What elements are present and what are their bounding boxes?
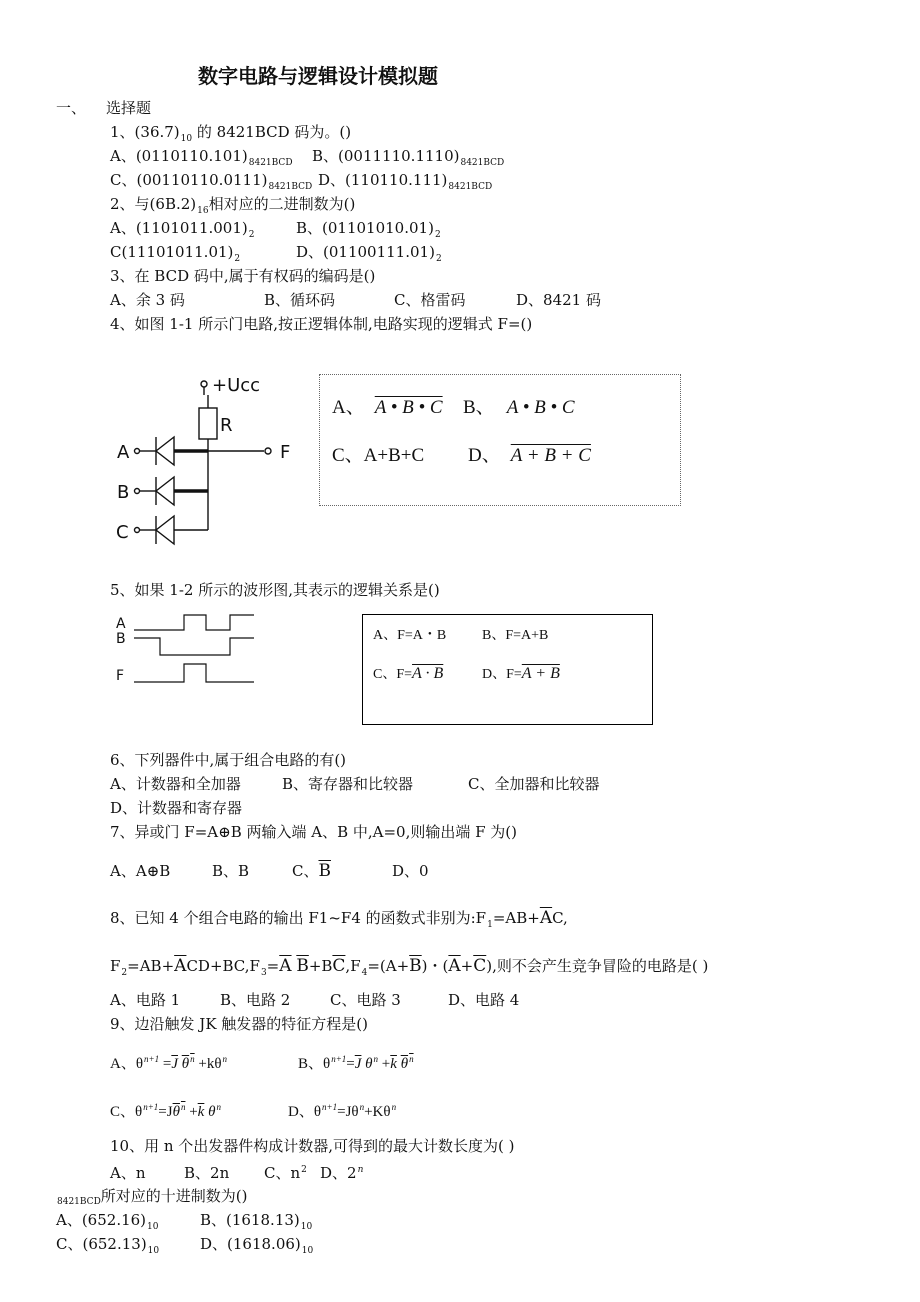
q10-stem: 10、用 n 个出发器件构成计数器,可得到的最大计数长度为( ) bbox=[110, 1137, 515, 1155]
label-vcc: +Ucc bbox=[212, 375, 261, 396]
section-label: 选择题 bbox=[106, 99, 152, 117]
q10-option-c[interactable]: C、$n^2$ bbox=[264, 1164, 307, 1182]
q8-stem: 8、已知 4 个组合电路的输出 F1~F4 的函数式非别为$:F_1=AB+\overline{A}C$, bbox=[110, 908, 568, 930]
q10-option-b[interactable]: B、2n bbox=[184, 1164, 230, 1182]
label-b: B bbox=[117, 482, 130, 503]
wave-label-f: F bbox=[116, 668, 125, 684]
q5-option-b[interactable]: B、F=A+B bbox=[482, 628, 549, 643]
q1-option-b[interactable]: B、$(0011110.1110)_{8421BCD}$ bbox=[312, 147, 505, 168]
label-r: R bbox=[220, 415, 233, 436]
q4-option-d[interactable]: D、 A + B + C bbox=[468, 445, 591, 466]
page-title: 数字电路与逻辑设计模拟题 bbox=[198, 64, 438, 88]
q9-option-b[interactable]: B、$\theta^{n+1}=\overline{J}$ $\theta^n +\overline{k}$ $\theta^n$ bbox=[298, 1054, 414, 1072]
q4-stem: 4、如图 1-1 所示门电路,按正逻辑体制,电路实现的逻辑式 F=() bbox=[110, 315, 533, 333]
q3-option-c[interactable]: C、格雷码 bbox=[394, 291, 466, 309]
q8-option-b[interactable]: B、电路 2 bbox=[220, 991, 291, 1009]
q3-option-d[interactable]: D、8421 码 bbox=[516, 291, 601, 309]
q5-stem: 5、如果 1-2 所示的波形图,其表示的逻辑关系是() bbox=[110, 581, 440, 599]
q8-option-d[interactable]: D、电路 4 bbox=[448, 991, 520, 1009]
q2-option-c[interactable]: $C(11101011.01)_2$ bbox=[110, 243, 241, 264]
q6-option-a[interactable]: A、计数器和全加器 bbox=[110, 775, 241, 793]
q1-option-d[interactable]: D、$(110110.111)_{8421BCD}$ bbox=[318, 171, 493, 192]
q9-option-a[interactable]: A、$\theta^{n+1} =\overline{J}$ $\theta^n +k\theta^n$ bbox=[110, 1054, 228, 1072]
q6-option-b[interactable]: B、寄存器和比较器 bbox=[282, 775, 414, 793]
q9-option-d[interactable]: D、$\theta^{n+1}=J\theta^n+K\theta^n$ bbox=[288, 1102, 397, 1120]
q2-option-a[interactable]: A、$(1101011.001)_2$ bbox=[110, 219, 255, 240]
label-f: F bbox=[280, 442, 291, 463]
q8-option-c[interactable]: C、电路 3 bbox=[330, 991, 401, 1009]
q8-option-a[interactable]: A、电路 1 bbox=[110, 991, 181, 1009]
q6-option-c[interactable]: C、全加器和比较器 bbox=[468, 775, 600, 793]
q5-option-a[interactable]: A、F=A・B bbox=[373, 628, 447, 643]
q11-option-c[interactable]: C、$(652.13)_{10}$ bbox=[56, 1235, 160, 1256]
q2-stem: 2、与$(6B.2)_{16}$相对应的二进制数为() bbox=[110, 195, 356, 216]
q6-stem: 6、下列器件中,属于组合电路的有() bbox=[110, 751, 347, 769]
label-c: C bbox=[116, 522, 129, 543]
q4-option-c[interactable]: C、A+B+C bbox=[332, 445, 425, 466]
section-number: 一、 bbox=[56, 99, 87, 117]
q10-option-d[interactable]: D、2$^n$ bbox=[320, 1164, 364, 1182]
q3-option-a[interactable]: A、余 3 码 bbox=[110, 291, 185, 309]
q5-option-d[interactable]: D、F=A + B bbox=[482, 665, 560, 682]
q7-stem: 7、异或门 F=A⊕B 两输入端 A、B 中,A=0,则输出端 F 为() bbox=[110, 823, 518, 841]
wave-f bbox=[134, 664, 254, 682]
wave-a bbox=[134, 615, 254, 630]
q3-option-b[interactable]: B、循环码 bbox=[264, 291, 336, 309]
wave-b bbox=[134, 638, 254, 655]
q2-option-b[interactable]: B、$(01101010.01)_2$ bbox=[296, 219, 441, 240]
q8-functions: $F_2=AB+\overline{A}CD+BC,F_3=\overline{A}$ $\overline{B}+B\overline{C},F_4=(A+\overline{B})$・$(\overline{A}+\overline{C})$,则不会产生竞争冒险的电路是( ) bbox=[110, 956, 709, 978]
q9-stem: 9、边沿触发 JK 触发器的特征方程是() bbox=[110, 1015, 369, 1033]
q10-option-a[interactable]: A、n bbox=[110, 1164, 146, 1182]
label-a: A bbox=[117, 442, 130, 463]
wave-label-a: A bbox=[116, 616, 126, 632]
q3-stem: 3、在 BCD 码中,属于有权码的编码是() bbox=[110, 267, 376, 285]
q11-stem: $_{8421BCD}$所对应的十进制数为() bbox=[57, 1187, 248, 1207]
q11-option-a[interactable]: A、$(652.16)_{10}$ bbox=[56, 1211, 159, 1232]
q9-option-c[interactable]: C、$\theta^{n+1}=J\theta^n +\overline{k}$ $\theta^n$ bbox=[110, 1102, 221, 1120]
q11-option-b[interactable]: B、$(1618.13)_{10}$ bbox=[200, 1211, 313, 1232]
q4-option-b[interactable]: B、 A • B • C bbox=[463, 397, 575, 418]
q4-option-a[interactable]: A、 A • B • C bbox=[332, 397, 443, 418]
q1-stem: 1、$(36.7)_{10}$ 的 8421BCD 码为。() bbox=[110, 123, 352, 144]
q7-option-b[interactable]: B、B bbox=[212, 862, 250, 880]
wave-label-b: B bbox=[116, 631, 126, 647]
q7-option-d[interactable]: D、0 bbox=[392, 862, 429, 880]
q2-option-d[interactable]: D、$(01100111.01)_2$ bbox=[296, 243, 442, 264]
q7-option-a[interactable]: A、A⊕B bbox=[110, 862, 171, 880]
q1-option-c[interactable]: C、$(00110110.0111)_{8421BCD}$ bbox=[110, 171, 313, 192]
q1-option-a[interactable]: A、$(0110110.101)_{8421BCD}$ bbox=[110, 147, 293, 168]
q6-option-d[interactable]: D、计数器和寄存器 bbox=[110, 799, 243, 817]
q5-option-c[interactable]: C、F=A · B bbox=[373, 665, 444, 682]
q7-option-c[interactable]: C、$\overline{B}$ bbox=[292, 861, 331, 881]
q11-option-d[interactable]: D、$(1618.06)_{10}$ bbox=[200, 1235, 314, 1256]
